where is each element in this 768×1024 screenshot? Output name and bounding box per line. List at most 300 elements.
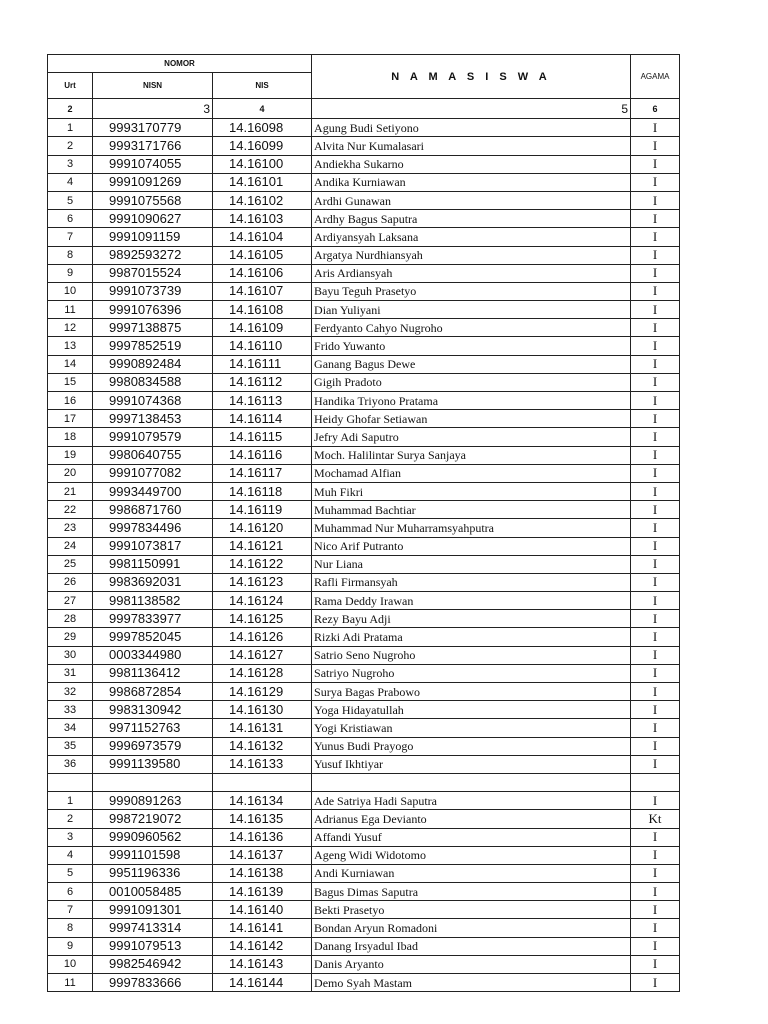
student-row <box>48 137 680 155</box>
nis-cell: 14.16142 <box>213 937 312 955</box>
nis-cell: 14.16114 <box>213 410 312 428</box>
nisn-cell: 9991079579 <box>93 428 213 446</box>
nis-cell: 14.16100 <box>213 155 312 173</box>
name-cell: Muh Fikri <box>312 482 631 500</box>
agama-cell: I <box>631 464 680 482</box>
student-roster-table <box>47 54 680 992</box>
student-row <box>48 792 680 810</box>
col-number-6: 6 <box>631 99 680 119</box>
student-row <box>48 683 680 701</box>
name-cell: Mochamad Alfian <box>312 464 631 482</box>
nis-cell: 14.16128 <box>213 664 312 682</box>
student-row <box>48 573 680 591</box>
nis-cell: 14.16108 <box>213 301 312 319</box>
nis-cell: 14.16121 <box>213 537 312 555</box>
agama-cell: I <box>631 355 680 373</box>
nis-cell: 14.16122 <box>213 555 312 573</box>
agama-cell: I <box>631 264 680 282</box>
name-cell: Danis Aryanto <box>312 955 631 973</box>
urt-cell: 21 <box>48 482 93 500</box>
nisn-cell: 9983130942 <box>93 701 213 719</box>
nisn-cell: 9991074055 <box>93 155 213 173</box>
nisn-cell: 9991077082 <box>93 464 213 482</box>
name-cell: Bayu Teguh Prasetyo <box>312 282 631 300</box>
urt-cell: 22 <box>48 501 93 519</box>
col-number-3: 3 <box>93 99 213 119</box>
agama-cell: I <box>631 446 680 464</box>
student-row <box>48 301 680 319</box>
agama-cell: Kt <box>631 810 680 828</box>
header-agama: AGAMA <box>631 55 680 99</box>
student-row <box>48 155 680 173</box>
urt-cell: 8 <box>48 246 93 264</box>
student-row <box>48 282 680 300</box>
name-cell: Rizki Adi Pratama <box>312 628 631 646</box>
nis-cell: 14.16102 <box>213 191 312 209</box>
agama-cell: I <box>631 955 680 973</box>
nis-cell: 14.16133 <box>213 755 312 773</box>
agama-cell: I <box>631 883 680 901</box>
student-row <box>48 446 680 464</box>
nisn-cell: 9997413314 <box>93 919 213 937</box>
name-cell: Andi Kurniawan <box>312 864 631 882</box>
agama-cell: I <box>631 501 680 519</box>
student-row <box>48 537 680 555</box>
urt-cell: 30 <box>48 646 93 664</box>
urt-cell: 25 <box>48 555 93 573</box>
student-row <box>48 173 680 191</box>
nis-cell: 14.16129 <box>213 683 312 701</box>
student-row <box>48 937 680 955</box>
agama-cell: I <box>631 864 680 882</box>
agama-cell: I <box>631 410 680 428</box>
nis-cell: 14.16103 <box>213 210 312 228</box>
nis-cell: 14.16131 <box>213 719 312 737</box>
nisn-cell: 9991101598 <box>93 846 213 864</box>
name-cell: Danang Irsyadul Ibad <box>312 937 631 955</box>
name-cell: Muhammad Nur Muharramsyahputra <box>312 519 631 537</box>
nisn-cell: 9990960562 <box>93 828 213 846</box>
col-number-2: 2 <box>48 99 93 119</box>
student-row <box>48 410 680 428</box>
agama-cell: I <box>631 301 680 319</box>
agama-cell: I <box>631 792 680 810</box>
roster-body <box>48 55 680 992</box>
nisn-cell: 9971152763 <box>93 719 213 737</box>
nis-cell: 14.16107 <box>213 282 312 300</box>
nis-cell: 14.16126 <box>213 628 312 646</box>
student-row <box>48 319 680 337</box>
name-cell: Ferdyanto Cahyo Nugroho <box>312 319 631 337</box>
nisn-cell: 9997852045 <box>93 628 213 646</box>
nisn-cell: 9982546942 <box>93 955 213 973</box>
agama-cell: I <box>631 392 680 410</box>
urt-cell: 19 <box>48 446 93 464</box>
nisn-cell: 9997138875 <box>93 319 213 337</box>
urt-cell: 18 <box>48 428 93 446</box>
nisn-cell: 9991079513 <box>93 937 213 955</box>
student-row <box>48 191 680 209</box>
name-cell: Demo Syah Mastam <box>312 974 631 992</box>
urt-cell: 20 <box>48 464 93 482</box>
urt-cell: 13 <box>48 337 93 355</box>
name-cell: Rama Deddy Irawan <box>312 592 631 610</box>
agama-cell: I <box>631 846 680 864</box>
nisn-cell: 9987015524 <box>93 264 213 282</box>
urt-cell: 10 <box>48 282 93 300</box>
name-cell: Yoga Hidayatullah <box>312 701 631 719</box>
urt-cell: 28 <box>48 610 93 628</box>
nisn-cell: 0003344980 <box>93 646 213 664</box>
nisn-cell: 9991091159 <box>93 228 213 246</box>
agama-cell: I <box>631 755 680 773</box>
name-cell: Yunus Budi Prayogo <box>312 737 631 755</box>
agama-cell: I <box>631 519 680 537</box>
nisn-cell: 9981138582 <box>93 592 213 610</box>
student-row <box>48 428 680 446</box>
nisn-cell: 9991091269 <box>93 173 213 191</box>
nisn-cell: 9993171766 <box>93 137 213 155</box>
student-row <box>48 246 680 264</box>
student-row <box>48 119 680 137</box>
urt-cell: 17 <box>48 410 93 428</box>
student-row <box>48 337 680 355</box>
nisn-cell: 9990892484 <box>93 355 213 373</box>
nis-cell: 14.16104 <box>213 228 312 246</box>
name-cell: Muhammad Bachtiar <box>312 501 631 519</box>
urt-cell: 33 <box>48 701 93 719</box>
nis-cell: 14.16136 <box>213 828 312 846</box>
agama-cell: I <box>631 337 680 355</box>
nisn-cell: 0010058485 <box>93 883 213 901</box>
nis-cell: 14.16138 <box>213 864 312 882</box>
agama-cell: I <box>631 482 680 500</box>
urt-cell: 6 <box>48 210 93 228</box>
student-row <box>48 610 680 628</box>
nisn-cell: 9997138453 <box>93 410 213 428</box>
agama-cell: I <box>631 592 680 610</box>
student-row <box>48 810 680 828</box>
urt-cell: 24 <box>48 537 93 555</box>
agama-cell: I <box>631 610 680 628</box>
student-row <box>48 755 680 773</box>
nis-cell: 14.16106 <box>213 264 312 282</box>
nis-cell: 14.16098 <box>213 119 312 137</box>
student-row <box>48 628 680 646</box>
nisn-cell: 9986872854 <box>93 683 213 701</box>
urt-cell: 9 <box>48 937 93 955</box>
agama-cell: I <box>631 573 680 591</box>
student-row <box>48 974 680 992</box>
nisn-cell: 9981150991 <box>93 555 213 573</box>
urt-cell: 14 <box>48 355 93 373</box>
name-cell: Ageng Widi Widotomo <box>312 846 631 864</box>
nisn-cell: 9983692031 <box>93 573 213 591</box>
nisn-cell: 9990891263 <box>93 792 213 810</box>
agama-cell: I <box>631 719 680 737</box>
agama-cell: I <box>631 155 680 173</box>
agama-cell: I <box>631 137 680 155</box>
urt-cell: 34 <box>48 719 93 737</box>
agama-cell: I <box>631 919 680 937</box>
urt-cell: 7 <box>48 228 93 246</box>
student-row <box>48 392 680 410</box>
urt-cell: 11 <box>48 974 93 992</box>
nisn-cell: 9981136412 <box>93 664 213 682</box>
urt-cell: 16 <box>48 392 93 410</box>
urt-cell: 5 <box>48 191 93 209</box>
student-row <box>48 701 680 719</box>
name-cell: Ardiyansyah Laksana <box>312 228 631 246</box>
student-row <box>48 264 680 282</box>
agama-cell: I <box>631 246 680 264</box>
nisn-cell: 9991073739 <box>93 282 213 300</box>
header-urt: Urt <box>48 73 93 99</box>
urt-cell: 36 <box>48 755 93 773</box>
student-row <box>48 501 680 519</box>
urt-cell: 11 <box>48 301 93 319</box>
name-cell: Ade Satriya Hadi Saputra <box>312 792 631 810</box>
agama-cell: I <box>631 173 680 191</box>
agama-cell: I <box>631 646 680 664</box>
urt-cell: 2 <box>48 137 93 155</box>
nis-cell: 14.16127 <box>213 646 312 664</box>
nis-cell: 14.16111 <box>213 355 312 373</box>
student-row <box>48 355 680 373</box>
nisn-cell: 9991139580 <box>93 755 213 773</box>
name-cell: Andika Kurniawan <box>312 173 631 191</box>
urt-cell: 15 <box>48 373 93 391</box>
student-row <box>48 210 680 228</box>
header-row-1 <box>48 55 680 73</box>
agama-cell: I <box>631 373 680 391</box>
nisn-cell: 9997834496 <box>93 519 213 537</box>
name-cell: Frido Yuwanto <box>312 337 631 355</box>
nis-cell: 14.16119 <box>213 501 312 519</box>
urt-cell: 4 <box>48 846 93 864</box>
col-number-4: 4 <box>213 99 312 119</box>
nis-cell: 14.16099 <box>213 137 312 155</box>
nisn-cell: 9991090627 <box>93 210 213 228</box>
nis-cell: 14.16137 <box>213 846 312 864</box>
nis-cell: 14.16110 <box>213 337 312 355</box>
agama-cell: I <box>631 683 680 701</box>
student-row <box>48 519 680 537</box>
name-cell: Agung Budi Setiyono <box>312 119 631 137</box>
agama-cell: I <box>631 319 680 337</box>
name-cell: Rafli Firmansyah <box>312 573 631 591</box>
name-cell: Handika Triyono Pratama <box>312 392 631 410</box>
name-cell: Rezy Bayu Adji <box>312 610 631 628</box>
urt-cell: 35 <box>48 737 93 755</box>
group-separator-row <box>48 773 680 791</box>
column-number-row <box>48 99 680 119</box>
name-cell: Nico Arif Putranto <box>312 537 631 555</box>
nis-cell: 14.16101 <box>213 173 312 191</box>
nis-cell: 14.16113 <box>213 392 312 410</box>
name-cell: Yogi Kristiawan <box>312 719 631 737</box>
urt-cell: 31 <box>48 664 93 682</box>
nis-cell: 14.16115 <box>213 428 312 446</box>
urt-cell: 8 <box>48 919 93 937</box>
student-row <box>48 592 680 610</box>
student-row <box>48 955 680 973</box>
nis-cell: 14.16105 <box>213 246 312 264</box>
empty-cell <box>48 773 93 791</box>
urt-cell: 1 <box>48 792 93 810</box>
name-cell: Gigih Pradoto <box>312 373 631 391</box>
student-row <box>48 555 680 573</box>
student-row <box>48 883 680 901</box>
student-row <box>48 737 680 755</box>
student-row <box>48 901 680 919</box>
student-row <box>48 646 680 664</box>
agama-cell: I <box>631 119 680 137</box>
agama-cell: I <box>631 555 680 573</box>
agama-cell: I <box>631 191 680 209</box>
student-row <box>48 719 680 737</box>
student-row <box>48 664 680 682</box>
agama-cell: I <box>631 664 680 682</box>
student-row <box>48 828 680 846</box>
urt-cell: 12 <box>48 319 93 337</box>
urt-cell: 1 <box>48 119 93 137</box>
agama-cell: I <box>631 537 680 555</box>
name-cell: Ganang Bagus Dewe <box>312 355 631 373</box>
urt-cell: 2 <box>48 810 93 828</box>
nisn-cell: 9991073817 <box>93 537 213 555</box>
header-nisn: NISN <box>93 73 213 99</box>
urt-cell: 3 <box>48 828 93 846</box>
name-cell: Nur Liana <box>312 555 631 573</box>
name-cell: Ardhy Bagus Saputra <box>312 210 631 228</box>
nis-cell: 14.16135 <box>213 810 312 828</box>
urt-cell: 7 <box>48 901 93 919</box>
nis-cell: 14.16118 <box>213 482 312 500</box>
nis-cell: 14.16140 <box>213 901 312 919</box>
empty-cell <box>93 773 213 791</box>
name-cell: Moch. Halilintar Surya Sanjaya <box>312 446 631 464</box>
name-cell: Heidy Ghofar Setiawan <box>312 410 631 428</box>
agama-cell: I <box>631 974 680 992</box>
nis-cell: 14.16123 <box>213 573 312 591</box>
nisn-cell: 9951196336 <box>93 864 213 882</box>
nisn-cell: 9991091301 <box>93 901 213 919</box>
nis-cell: 14.16139 <box>213 883 312 901</box>
name-cell: Jefry Adi Saputro <box>312 428 631 446</box>
name-cell: Bondan Aryun Romadoni <box>312 919 631 937</box>
agama-cell: I <box>631 428 680 446</box>
name-cell: Dian Yuliyani <box>312 301 631 319</box>
nis-cell: 14.16144 <box>213 974 312 992</box>
nisn-cell: 9892593272 <box>93 246 213 264</box>
header-nomor: NOMOR <box>48 55 312 73</box>
nisn-cell: 9991076396 <box>93 301 213 319</box>
agama-cell: I <box>631 937 680 955</box>
urt-cell: 5 <box>48 864 93 882</box>
agama-cell: I <box>631 228 680 246</box>
nis-cell: 14.16124 <box>213 592 312 610</box>
nis-cell: 14.16141 <box>213 919 312 937</box>
nisn-cell: 9997833666 <box>93 974 213 992</box>
empty-cell <box>213 773 312 791</box>
name-cell: Aris Ardiansyah <box>312 264 631 282</box>
name-cell: Affandi Yusuf <box>312 828 631 846</box>
agama-cell: I <box>631 701 680 719</box>
nisn-cell: 9980640755 <box>93 446 213 464</box>
urt-cell: 27 <box>48 592 93 610</box>
student-row <box>48 846 680 864</box>
nisn-cell: 9980834588 <box>93 373 213 391</box>
urt-cell: 3 <box>48 155 93 173</box>
name-cell: Surya Bagas Prabowo <box>312 683 631 701</box>
urt-cell: 29 <box>48 628 93 646</box>
nis-cell: 14.16117 <box>213 464 312 482</box>
nis-cell: 14.16112 <box>213 373 312 391</box>
name-cell: Adrianus Ega Devianto <box>312 810 631 828</box>
nisn-cell: 9987219072 <box>93 810 213 828</box>
nis-cell: 14.16109 <box>213 319 312 337</box>
urt-cell: 23 <box>48 519 93 537</box>
nisn-cell: 9997833977 <box>93 610 213 628</box>
nisn-cell: 9996973579 <box>93 737 213 755</box>
header-nis: NIS <box>213 73 312 99</box>
nis-cell: 14.16143 <box>213 955 312 973</box>
nis-cell: 14.16132 <box>213 737 312 755</box>
student-row <box>48 482 680 500</box>
name-cell: Bekti Prasetyo <box>312 901 631 919</box>
nisn-cell: 9991074368 <box>93 392 213 410</box>
agama-cell: I <box>631 628 680 646</box>
student-row <box>48 919 680 937</box>
name-cell: Satriyo Nugroho <box>312 664 631 682</box>
nis-cell: 14.16134 <box>213 792 312 810</box>
name-cell: Yusuf Ikhtiyar <box>312 755 631 773</box>
col-number-5: 5 <box>312 99 631 119</box>
nisn-cell: 9986871760 <box>93 501 213 519</box>
student-row <box>48 864 680 882</box>
agama-cell: I <box>631 210 680 228</box>
name-cell: Bagus Dimas Saputra <box>312 883 631 901</box>
urt-cell: 32 <box>48 683 93 701</box>
agama-cell: I <box>631 828 680 846</box>
nisn-cell: 9993449700 <box>93 482 213 500</box>
agama-cell: I <box>631 282 680 300</box>
nisn-cell: 9991075568 <box>93 191 213 209</box>
urt-cell: 26 <box>48 573 93 591</box>
agama-cell: I <box>631 737 680 755</box>
student-row <box>48 373 680 391</box>
name-cell: Argatya Nurdhiansyah <box>312 246 631 264</box>
nis-cell: 14.16116 <box>213 446 312 464</box>
urt-cell: 9 <box>48 264 93 282</box>
header-nama-siswa: N A M A S I S W A <box>312 55 631 99</box>
urt-cell: 6 <box>48 883 93 901</box>
name-cell: Ardhi Gunawan <box>312 191 631 209</box>
empty-cell <box>312 773 631 791</box>
urt-cell: 10 <box>48 955 93 973</box>
nis-cell: 14.16120 <box>213 519 312 537</box>
nisn-cell: 9993170779 <box>93 119 213 137</box>
student-row <box>48 464 680 482</box>
nis-cell: 14.16125 <box>213 610 312 628</box>
name-cell: Alvita Nur Kumalasari <box>312 137 631 155</box>
nis-cell: 14.16130 <box>213 701 312 719</box>
empty-cell <box>631 773 680 791</box>
nisn-cell: 9997852519 <box>93 337 213 355</box>
urt-cell: 4 <box>48 173 93 191</box>
agama-cell: I <box>631 901 680 919</box>
